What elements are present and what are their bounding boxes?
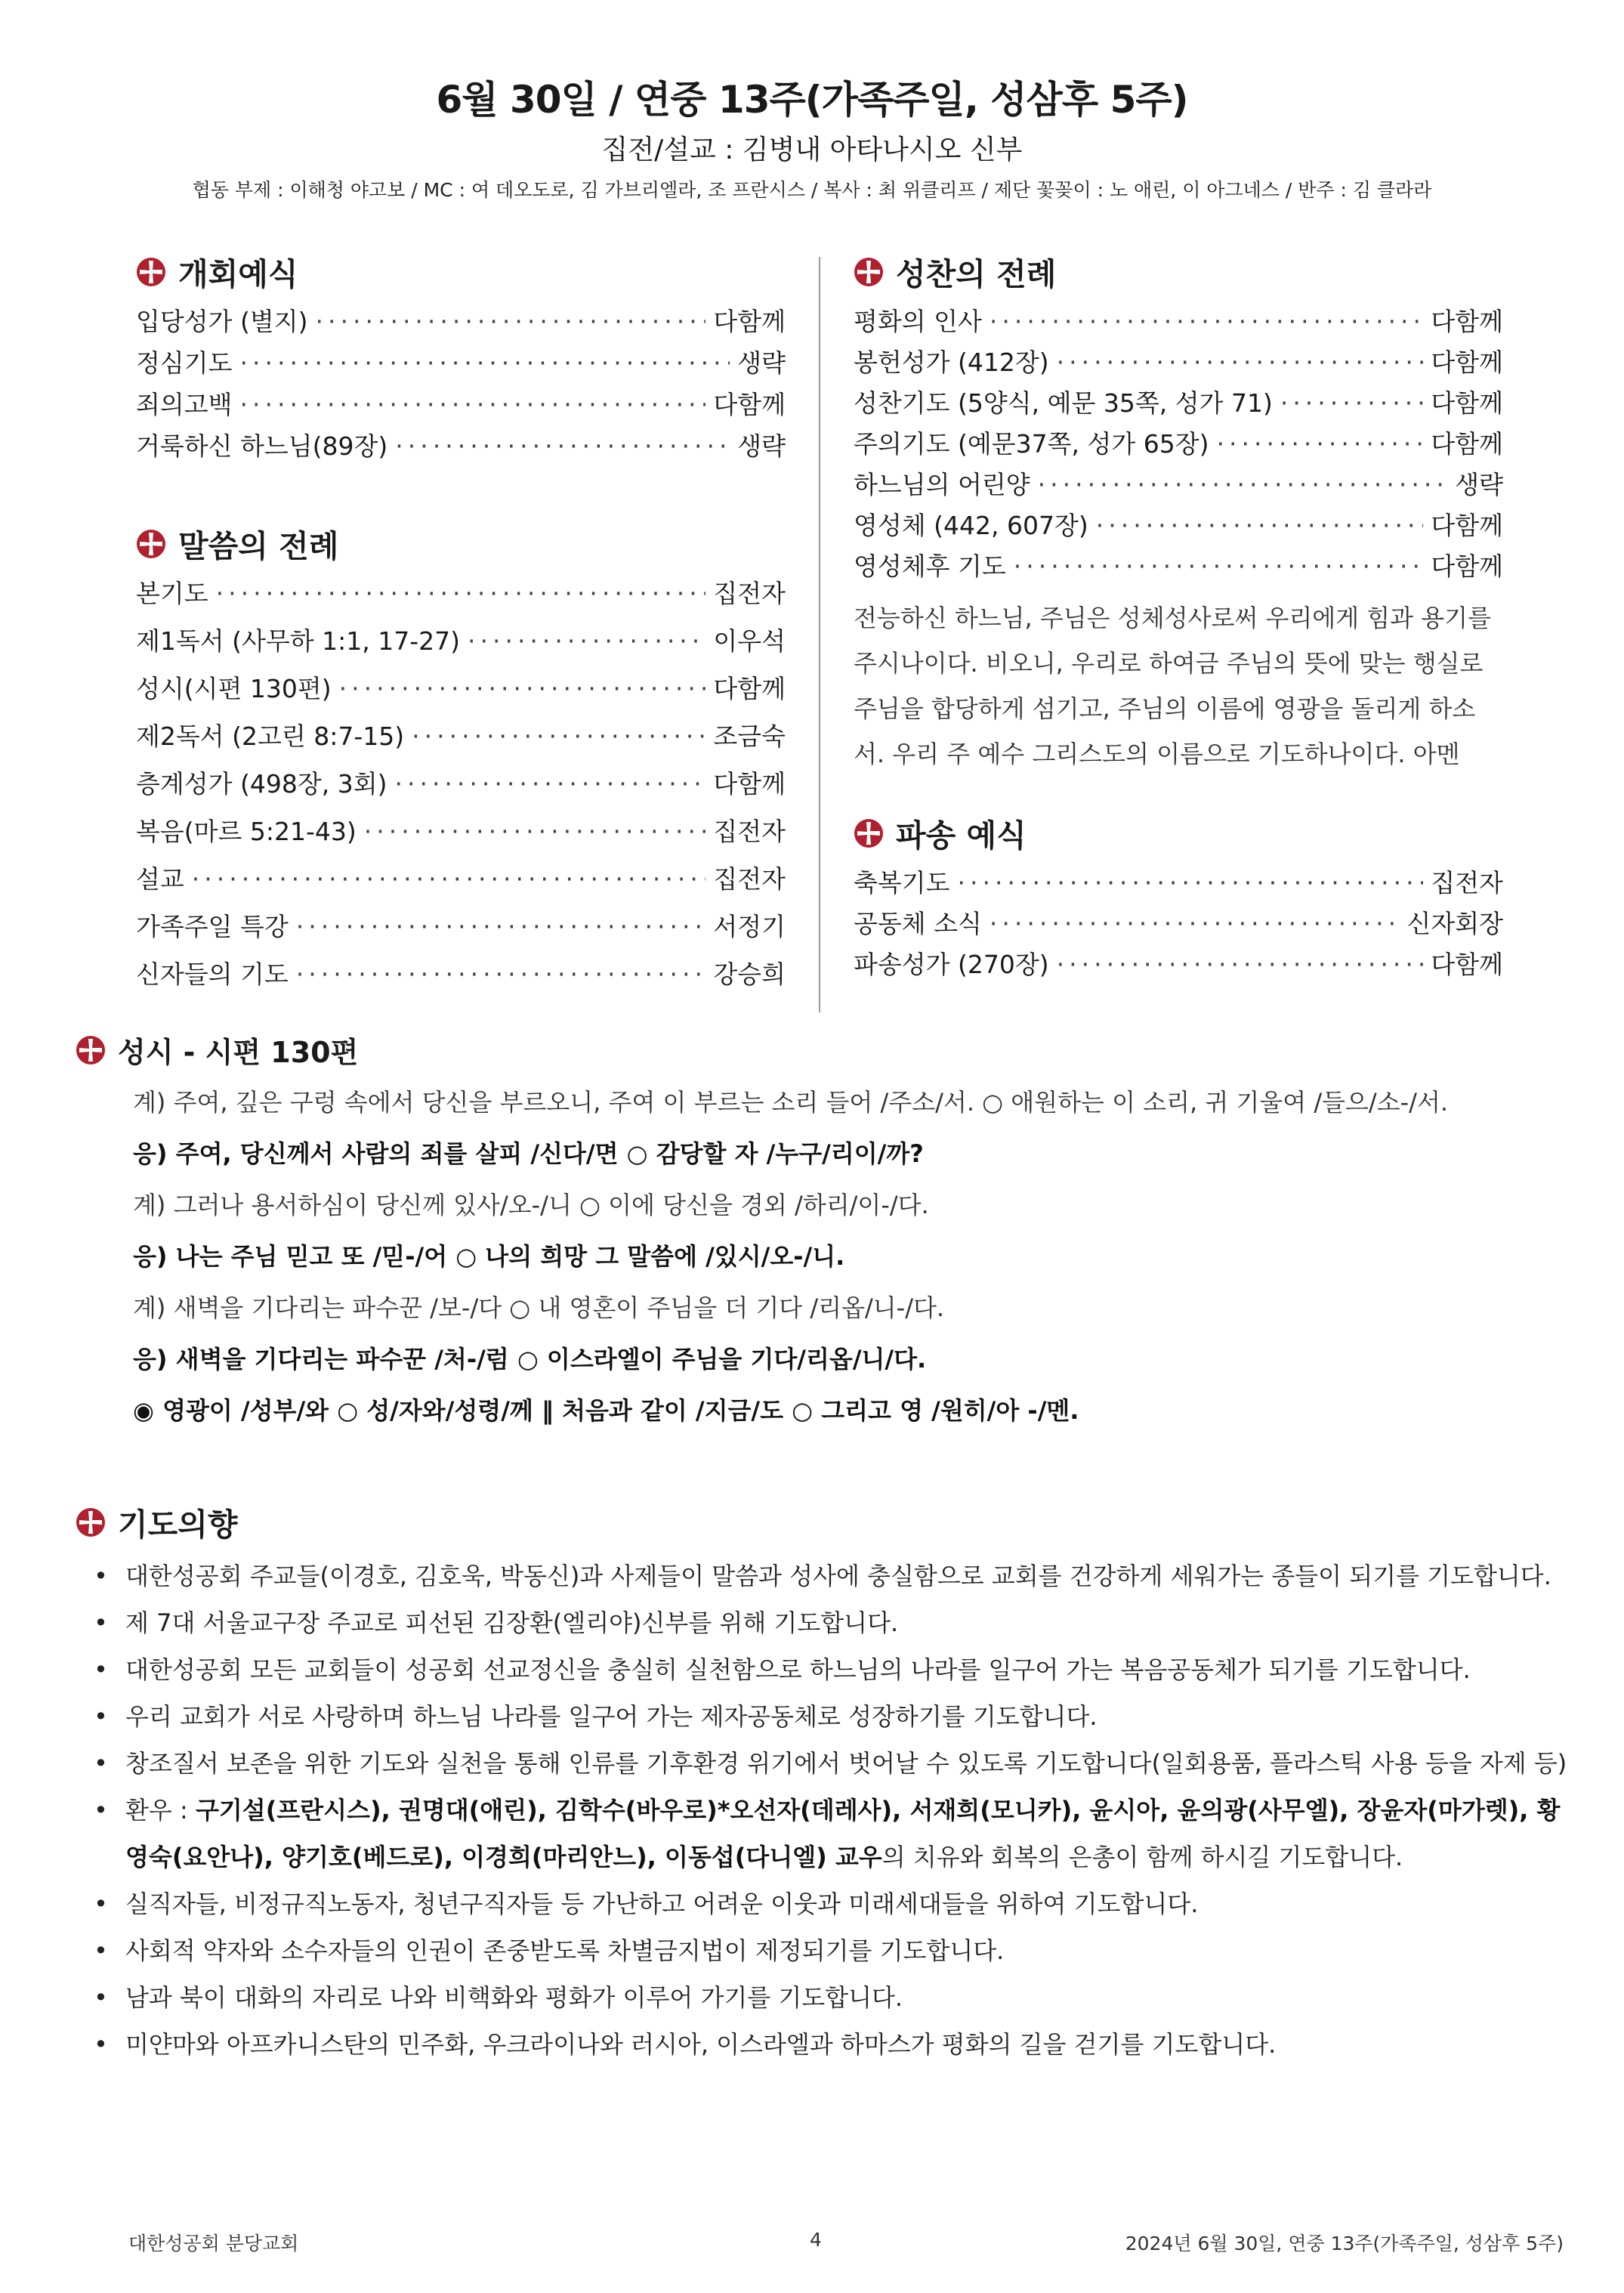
- dot-leader: [990, 909, 1400, 938]
- item-label: 층계성가 (498장, 3회): [136, 769, 387, 799]
- item-label: 제2독서 (2고린 8:7-15): [136, 722, 405, 751]
- item-performer: 강승희: [713, 960, 786, 989]
- heading-text: 개회예식: [178, 256, 298, 292]
- liturgy-item: [136, 385, 786, 427]
- item-label: 신자들의 기도: [136, 960, 289, 989]
- item-label: 성시(시편 130편): [136, 674, 332, 703]
- footer-page-number: 4: [810, 2229, 822, 2251]
- item-performer: 생략: [737, 431, 786, 461]
- cross-icon: [854, 818, 884, 848]
- dot-leader: [1038, 470, 1448, 499]
- opening-list: [136, 302, 786, 468]
- item-label: 축복기도: [854, 868, 950, 898]
- liturgy-item: [854, 384, 1503, 425]
- patients-prefix: 환우 :: [125, 1796, 196, 1825]
- liturgy-item: [136, 860, 786, 907]
- intention-item: • 미얀마와 아프카니스탄의 민주화, 우크라이나와 러시아, 이스라엘과 하마스가 평화의 길을 걷기를 기도합니다.: [91, 2021, 1571, 2068]
- item-label: 하느님의 어린양: [854, 470, 1030, 499]
- liturgy-item: [136, 427, 786, 468]
- patients-names: 구기설(프란시스), 권명대(애린), 김학수(바우로)*오선자(데레사), 서재희(모니카), 윤시아, 윤의광(사무엘), 장윤자(마가렛), 황영숙(요안나), 양기호(베드로), 이경희(마리안느), 이동섭(다니엘) 교우: [125, 1796, 1561, 1871]
- heading-text: 파송 예식: [896, 817, 1027, 854]
- liturgy-item: [854, 302, 1503, 343]
- dot-leader: [364, 817, 706, 846]
- item-label: 봉헌성가 (412장): [854, 348, 1049, 377]
- psalm-line: 응) 나는 주님 믿고 또 /믿-/어 ○ 나의 희망 그 말씀에 /있시/오-/니.: [133, 1242, 845, 1271]
- dot-leader: [192, 864, 706, 894]
- intention-item: • 실직자들, 비정규직노동자, 청년구직자들 등 가난하고 어려운 이웃과 미래세대들을 위하여 기도합니다.: [91, 1880, 1571, 1927]
- intention-item: • 창조질서 보존을 위한 기도와 실천을 통해 인류를 기후환경 위기에서 벗어날 수 있도록 기도합니다(일회용품, 플라스틱 사용 등을 자제 등): [91, 1740, 1571, 1787]
- item-performer: 집전자: [713, 817, 786, 846]
- item-performer: 집전자: [713, 579, 786, 608]
- item-performer: 다함께: [1431, 388, 1503, 418]
- liturgy-item: [136, 622, 786, 669]
- eucharist-list: [854, 302, 1503, 588]
- dot-leader: [240, 390, 706, 419]
- psalm-line: ◉ 영광이 /성부/와 ○ 성/자와/성령/께 ‖ 처음과 같이 /지금/도 ○ 그리고 영 /원히/아 -/멘.: [133, 1396, 1079, 1425]
- intention-item: • 사회적 약자와 소수자들의 인권이 존중받도록 차별금지법이 제정되기를 기도합니다.: [91, 1927, 1571, 1974]
- item-label: 정심기도: [136, 348, 233, 378]
- liturgy-item: [136, 812, 786, 860]
- intentions-list: [91, 1553, 1571, 2068]
- dot-leader: [296, 960, 706, 989]
- liturgy-item: [854, 945, 1503, 986]
- psalm-line: 응) 주여, 당신께서 사람의 죄를 살피 /신다/면 ○ 감당할 자 /누구/리이/까?: [133, 1139, 924, 1168]
- intention-item: • 대한성공회 주교들(이경호, 김호욱, 박동신)과 사제들이 말씀과 성사에 충실함으로 교회를 건강하게 세워가는 종들이 되기를 기도합니다.: [91, 1553, 1571, 1599]
- item-performer: 다함께: [1431, 307, 1503, 336]
- page-title: 6월 30일 / 연중 13주(가족주일, 성삼후 5주): [436, 78, 1188, 122]
- dot-leader: [1280, 388, 1424, 418]
- post-communion-prayer: 전능하신 하느님, 주님은 성체성사로써 우리에게 힘과 용기를 주시나이다. 비오니, 우리로 하여금 주님의 뜻에 맞는 행실로 주님을 합당하게 섬기고, 주님의 이름에 영광을 돌리게 하소서. 우리 주 예수 그리스도의 이름으로 기도하나이다. 아멘: [854, 604, 1492, 768]
- item-label: 파송성가 (270장): [854, 950, 1049, 979]
- section-heading-intentions: [76, 1500, 237, 1544]
- cross-icon: [76, 1507, 106, 1537]
- item-label: 성찬기도 (5양식, 예문 35쪽, 성가 71): [854, 388, 1273, 418]
- patients-suffix: 의 치유와 회복의 은총이 함께 하시길 기도합니다.: [881, 1843, 1403, 1871]
- assistants-line: 협동 부제 : 이해청 야고보 / MC : 여 데오도로, 김 가브리엘라, 조 프란시스 / 복사 : 최 위클리프 / 제단 꽃꽂이 : 노 애린, 이 아그네스 / 반주 : 김 클라라: [192, 179, 1432, 201]
- item-label: 거룩하신 하느님(89장): [136, 431, 388, 461]
- item-performer: 이우석: [713, 626, 786, 656]
- item-label: 설교: [136, 864, 184, 894]
- liturgy-item: [136, 907, 786, 955]
- item-performer: 다함께: [713, 769, 786, 799]
- column-divider: [819, 257, 820, 1012]
- dot-leader: [339, 674, 706, 703]
- liturgy-item: [854, 465, 1503, 506]
- dot-leader: [394, 769, 705, 799]
- intention-item: • 우리 교회가 서로 사랑하며 하느님 나라를 일구어 가는 제자공동체로 성장하기를 기도합니다.: [91, 1693, 1571, 1740]
- heading-text: 기도의향: [118, 1507, 238, 1543]
- item-label: 평화의 인사: [854, 307, 982, 336]
- item-label: 가족주일 특강: [136, 912, 289, 941]
- liturgy-item: [854, 904, 1503, 945]
- item-performer: 다함께: [1431, 552, 1503, 581]
- item-label: 영성체후 기도: [854, 552, 1006, 581]
- dot-leader: [1057, 950, 1424, 979]
- psalm-line: 계) 그러나 용서하심이 당신께 있사/오-/니 ○ 이에 당신을 경외 /하리/이-/다.: [133, 1191, 929, 1219]
- cross-icon: [854, 257, 884, 287]
- liturgy-item: [854, 343, 1503, 384]
- dismissal-list: [854, 864, 1503, 986]
- item-performer: 다함께: [713, 390, 786, 419]
- item-performer: 집전자: [713, 864, 786, 894]
- item-label: 주의기도 (예문37쪽, 성가 65장): [854, 429, 1209, 459]
- section-heading-eucharist: [854, 249, 1056, 294]
- intention-item: • 제 7대 서울교구장 주교로 피선된 김장환(엘리야)신부를 위해 기도합니다.: [91, 1599, 1571, 1646]
- heading-text: 말씀의 전례: [178, 528, 339, 564]
- dot-leader: [412, 722, 705, 751]
- cross-icon: [136, 257, 166, 287]
- item-performer: 생략: [737, 348, 786, 378]
- psalm-line: 응) 새벽을 기다리는 파수꾼 /처-/럼 ○ 이스라엘이 주님을 기다/리옵/니/다.: [133, 1345, 927, 1374]
- item-label: 영성체 (442, 607장): [854, 511, 1088, 540]
- item-performer: 조금숙: [713, 722, 786, 751]
- item-performer: 다함께: [713, 307, 786, 336]
- liturgy-item: [854, 864, 1503, 904]
- liturgy-item: [854, 506, 1503, 547]
- item-label: 본기도: [136, 579, 208, 608]
- cross-icon: [136, 529, 166, 559]
- liturgy-item: [854, 425, 1503, 465]
- liturgy-item: [136, 717, 786, 765]
- section-heading-opening: [136, 249, 298, 294]
- psalm-text: [133, 1077, 1568, 1436]
- dot-leader: [316, 307, 706, 336]
- dot-leader: [1096, 511, 1424, 540]
- item-performer: 다함께: [1431, 348, 1503, 377]
- heading-text: 성시 - 시편 130편: [118, 1036, 359, 1069]
- dot-leader: [395, 431, 730, 461]
- footer-date: 2024년 6월 30일, 연중 13주(가족주일, 성삼후 5주): [1125, 2233, 1564, 2254]
- item-performer: 다함께: [1431, 950, 1503, 979]
- footer-church: 대한성공회 분당교회: [128, 2233, 299, 2254]
- section-heading-dismissal: [854, 811, 1027, 855]
- dot-leader: [958, 868, 1424, 898]
- item-performer: 집전자: [1431, 868, 1503, 898]
- item-label: 죄의고백: [136, 390, 233, 419]
- section-heading-word: [136, 521, 338, 566]
- liturgy-item: [136, 955, 786, 1003]
- psalm-line: 계) 주여, 깊은 구렁 속에서 당신을 부르오니, 주여 이 부르는 소리 들어 /주소/서. ○ 애원하는 이 소리, 귀 기울여 /들으/소-/서.: [133, 1088, 1449, 1117]
- liturgy-item: [136, 669, 786, 717]
- item-performer: 다함께: [1431, 511, 1503, 540]
- item-label: 제1독서 (사무하 1:1, 17-27): [136, 626, 460, 656]
- item-label: 입당성가 (별지): [136, 307, 308, 336]
- cross-icon: [76, 1035, 106, 1065]
- intention-item: • 남과 북이 대화의 자리로 나와 비핵화와 평화가 이루어 가기를 기도합니다.: [91, 1974, 1571, 2021]
- presider-line: 집전/설교 : 김병내 아타나시오 신부: [601, 134, 1023, 165]
- item-performer: 다함께: [1431, 429, 1503, 459]
- dot-leader: [216, 579, 706, 608]
- item-performer: 신자회장: [1406, 909, 1503, 938]
- item-performer: 다함께: [713, 674, 786, 703]
- dot-leader: [1014, 552, 1424, 581]
- psalm-line: 계) 새벽을 기다리는 파수꾼 /보-/다 ○ 내 영혼이 주님을 더 기다 /리옵/니-/다.: [133, 1293, 945, 1322]
- liturgy-item: [136, 574, 786, 622]
- item-label: 복음(마르 5:21-43): [136, 817, 357, 846]
- liturgy-item: [136, 765, 786, 812]
- heading-text: 성찬의 전례: [896, 256, 1057, 292]
- item-label: 공동체 소식: [854, 909, 982, 938]
- dot-leader: [468, 626, 705, 656]
- dot-leader: [1216, 429, 1423, 459]
- word-list: [136, 574, 786, 1003]
- dot-leader: [1057, 348, 1424, 377]
- dot-leader: [296, 912, 706, 941]
- liturgy-item: [136, 302, 786, 344]
- item-performer: 서정기: [713, 912, 786, 941]
- intention-item-patients: [91, 1787, 1571, 1880]
- dot-leader: [240, 348, 730, 378]
- item-performer: 생략: [1455, 470, 1503, 499]
- section-heading-psalm: [76, 1029, 358, 1071]
- liturgy-item: [136, 344, 786, 385]
- liturgy-item: [854, 547, 1503, 588]
- dot-leader: [990, 307, 1423, 336]
- intention-item: • 대한성공회 모든 교회들이 성공회 선교정신을 충실히 실천함으로 하느님의 나라를 일구어 가는 복음공동체가 되기를 기도합니다.: [91, 1646, 1571, 1693]
